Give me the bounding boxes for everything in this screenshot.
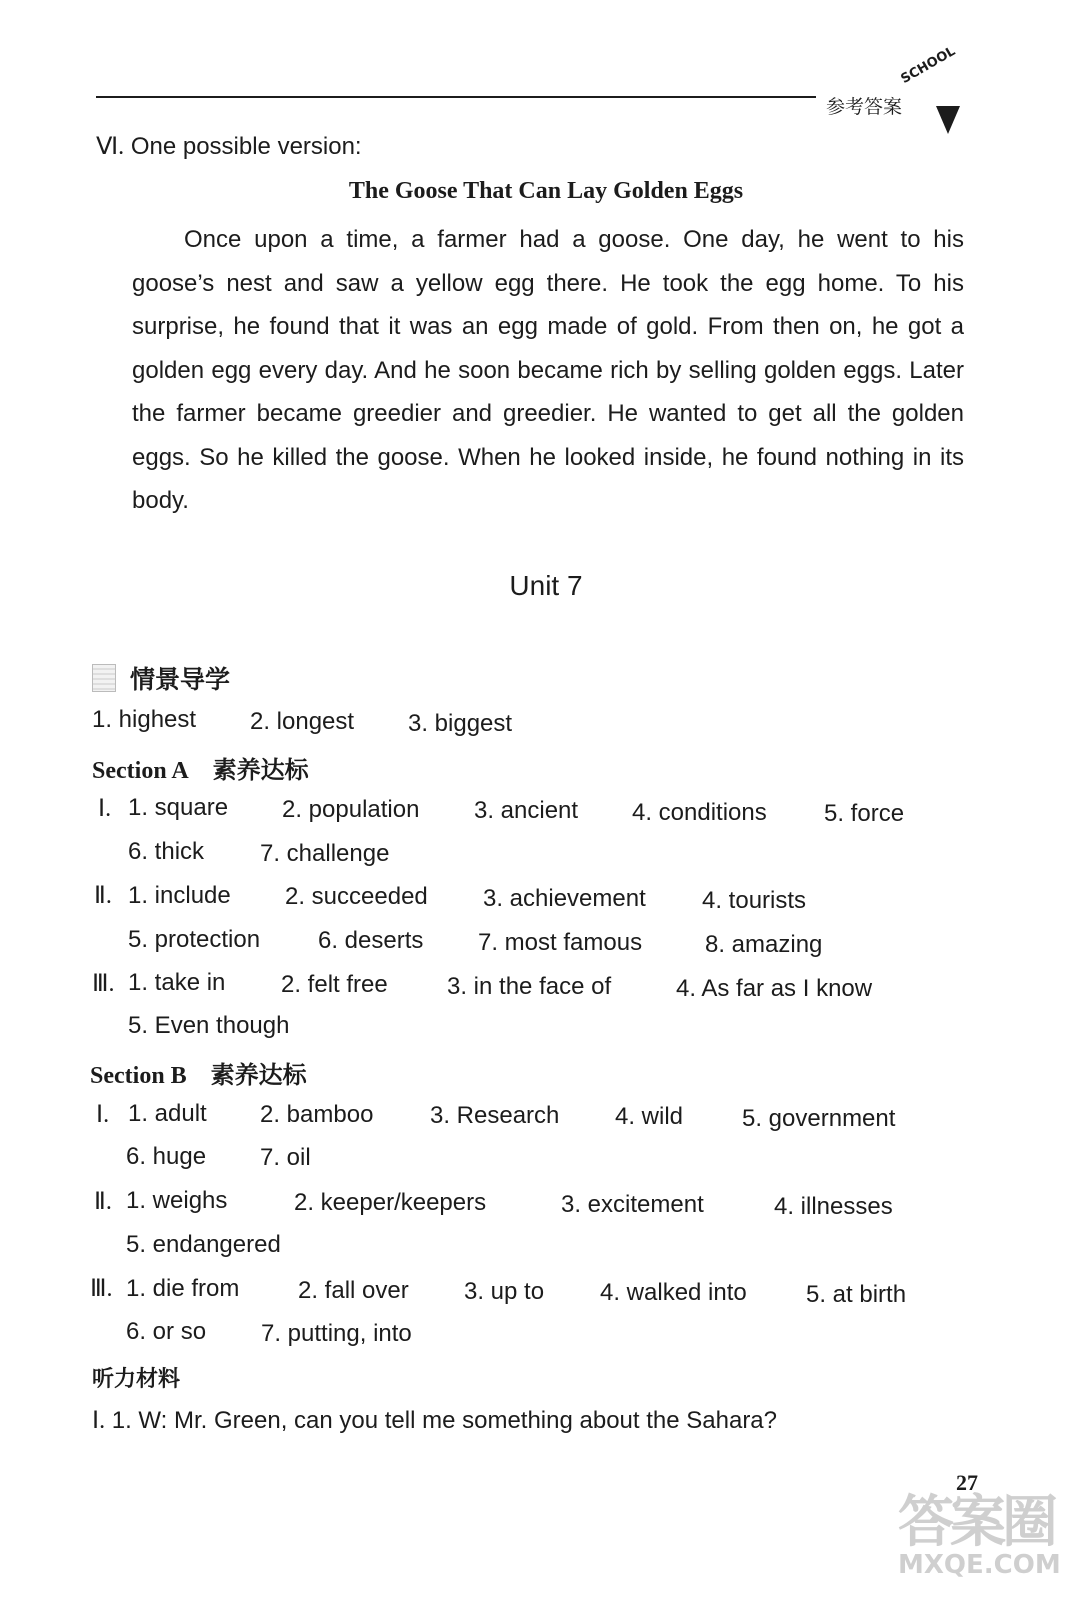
answer-item: 5. Even though xyxy=(128,1012,290,1039)
section-b-1-number: Ⅰ. xyxy=(96,1102,110,1128)
listening-line xyxy=(92,1406,777,1435)
section-b-2-number: Ⅱ. xyxy=(94,1189,112,1215)
school-logo xyxy=(898,43,986,136)
watermark-url: MXQE.COM xyxy=(898,1550,1061,1580)
section-b-label: Section B xyxy=(90,1063,187,1089)
section-6-heading xyxy=(96,132,362,161)
section-a-2-number: Ⅱ. xyxy=(94,883,112,909)
answer-item: 2. keeper/keepers xyxy=(294,1189,487,1216)
section-b-label-cn: 素养达标 xyxy=(210,1061,307,1089)
answer-item: 3. in the face of xyxy=(447,973,612,1000)
answer-item: 7. oil xyxy=(260,1144,311,1171)
answer-item: 2. succeeded xyxy=(285,883,428,910)
answer-item: 5. protection xyxy=(128,926,261,953)
answer-item: 3. Research xyxy=(430,1102,560,1129)
answer-item: 2. population xyxy=(282,796,420,823)
answer-item: 3. excitement xyxy=(561,1191,704,1218)
answer-item: 6. thick xyxy=(128,838,205,865)
answer-item: 7. most famous xyxy=(478,929,643,956)
answer-item: 4. wild xyxy=(615,1103,684,1130)
header-label: 参考答案 xyxy=(826,97,903,118)
document-icon xyxy=(92,664,116,692)
answer-item: 5. endangered xyxy=(126,1231,281,1258)
answer-item: 2. fall over xyxy=(298,1277,409,1304)
section-b-heading xyxy=(90,1055,307,1090)
header-rule xyxy=(96,96,816,98)
answer-item: 4. As far as I know xyxy=(676,975,873,1002)
answer-item: 6. or so xyxy=(126,1318,207,1345)
guide-title: 情景导学 xyxy=(130,666,231,694)
story-paragraph: Once upon a time, a farmer had a goose. One day, he went to his goose’s nest and saw a yellow egg there. He took the egg home. To his surprise, he found that it was an egg made of gold. From then on, he got a golden egg every day. And he soon became rich by selling golden eggs. Later the farmer became greedier and greedier. He wanted to get all the golden eggs. So he killed the goose. When he looked inside, he found nothing in its body. xyxy=(132,226,964,514)
answer-item: 2. felt free xyxy=(281,971,388,998)
answer-item: 4. walked into xyxy=(600,1279,747,1306)
answer-item: 1. include xyxy=(128,882,231,909)
answer-item: 4. tourists xyxy=(702,887,807,914)
answer-item: 2. longest xyxy=(250,708,355,735)
section-a-1-number: Ⅰ. xyxy=(98,796,112,822)
section-a-label-cn: 素养达标 xyxy=(212,756,309,784)
location-pin-icon xyxy=(936,106,960,134)
answer-item: 1. adult xyxy=(128,1100,207,1127)
answer-item: 4. illnesses xyxy=(774,1193,893,1220)
section-a-3-number: Ⅲ. xyxy=(92,971,115,997)
answer-item: 7. challenge xyxy=(260,840,390,867)
listening-text: 1. W: Mr. Green, can you tell me something about the Sahara? xyxy=(111,1407,777,1434)
story-title: The Goose That Can Lay Golden Eggs xyxy=(348,178,744,204)
answer-item: 5. force xyxy=(824,800,905,827)
answer-item: 8. amazing xyxy=(705,931,823,958)
answer-item: 5. at birth xyxy=(806,1281,907,1308)
answer-item: 4. conditions xyxy=(632,799,767,826)
answer-item: 6. deserts xyxy=(318,927,424,954)
answer-item: 2. bamboo xyxy=(260,1101,374,1128)
answer-item: 1. weighs xyxy=(126,1187,228,1214)
listening-number: Ⅰ. xyxy=(92,1408,106,1434)
section-a-heading xyxy=(92,750,309,785)
answer-item: 1. highest xyxy=(92,706,197,733)
answer-item: 5. government xyxy=(742,1105,896,1132)
answer-item: 3. achievement xyxy=(483,885,646,912)
answer-item: 1. take in xyxy=(128,969,226,996)
school-logo-text: SCHOOL xyxy=(898,43,959,87)
section-6-number: Ⅵ. xyxy=(96,134,125,160)
section-6-intro: One possible version: xyxy=(130,133,362,160)
watermark-text: 答案圈 xyxy=(898,1490,1054,1555)
answer-item: 6. huge xyxy=(126,1143,207,1170)
answer-item: 3. biggest xyxy=(408,710,513,737)
answer-item: 7. putting, into xyxy=(261,1320,412,1347)
watermark xyxy=(898,1478,1068,1580)
page-number: 27 xyxy=(956,1470,978,1495)
answer-item: 3. up to xyxy=(464,1278,545,1305)
listening-title: 听力材料 xyxy=(92,1366,181,1391)
unit-heading: Unit 7 xyxy=(509,570,583,601)
section-a-label: Section A xyxy=(92,758,189,784)
answer-item: 1. die from xyxy=(126,1275,240,1302)
answer-item: 3. ancient xyxy=(474,797,579,824)
section-b-3-number: Ⅲ. xyxy=(90,1276,113,1302)
answer-item: 1. square xyxy=(128,794,229,821)
